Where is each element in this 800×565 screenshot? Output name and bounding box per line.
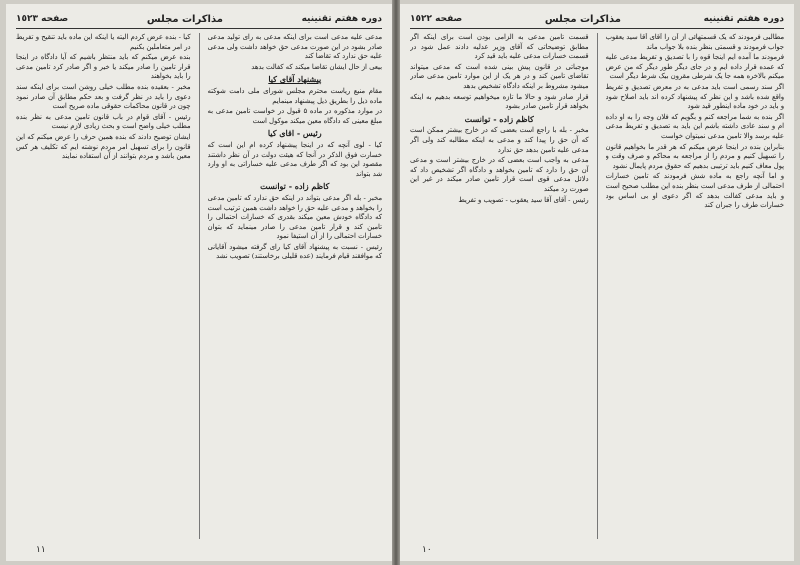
section-heading: پیشنهاد آقای کیا [268,74,322,85]
paragraph: مدعی علیه مدعی است برای اینکه مدعی به رای تولید مدعی صادر بشود در این صورت مدعی حق خواهد داشت ولی مدعی علیه حق ندارد که تقاضا کند [207,33,382,61]
left-header-rule [16,28,382,29]
paragraph: فرمودند ما آمده ایم اینجا قوه را با تصدیق و تفریط مدعی علیه که عمده قرار داده ایم و در جای دیگر طور دیگر که من عرض میکنم بالاخره همه جا یک شرطی مقرون بیک شرط دیگر است [605,53,784,81]
paragraph: اگر سند رسمی است باید مدعی به در معرض تصدیق و تفریط واقع شده باشد و این نظر که پیشنهاد کرده اند باید اصلاح شود و باید در خود ماده اینطور قید شود [605,82,784,111]
right-header-title: مذاكرات مجلس [544,13,621,25]
left-header-page-number: صفحه ١٥٢٣ [16,14,69,24]
right-page-header [410,12,784,26]
paragraph: مخبر - بله اگر مدعی بتواند در اینکه حق ندارد که تامین مدعی را بخواهد و مدعی علیه حق را خواهد داشت همین ترتیب است که دادگاه خودش معین میکند بقدری که خسارات احتمالی را تامین کند و قرار تامین مدعی را صادر مینماید که بتوان خسارات احتمالی را از آن استیفا نمود [207,193,382,241]
paragraph: بنابراین بنده در اینجا عرض میکنم که هر قدر ما بخواهیم قانون را تسهیل کنیم و مردم را از مراجعه به محاکم و صرف وقت و پول معاف کنیم باید ترتیبی بدهیم که حقوق مردم پایمال نشود [605,142,784,170]
right-header-page-number: صفحه ١٥٢٢ [410,14,463,24]
paragraph: قسمت تامین مدعی به الزامی بودن است برای اینکه اگر مطابق توضیحاتی که آقای وزیر عدلیه دادند عمل شود در قسمت خسارات مدعی علیه باید قید کرد [410,33,589,61]
paragraph: مطالبی فرمودند که یک قسمتهائی از آن را آقای آقا سید یعقوب جواب فرمودند و قسمتی بنظر بنده بلا جواب ماند [605,33,784,51]
speaker-line: رئیس - اقای کیا [267,128,322,139]
left-page-columns [16,33,382,539]
right-page [400,4,794,561]
right-page-columns [410,33,784,539]
paragraph: مخبر - بعقیده بنده مطلب خیلی روشن است برای اینکه سند دعوی را باید در نظر گرفت و بعد حکم مطابق آن صادر نمود چون در قانون محاکمات حقوقی ماده صریح است [16,82,191,111]
right-page-footer-number: ١٠ [422,545,432,555]
paragraph: و اما آنچه راجع به ماده شش فرمودند که تامین خسارات احتمالی از طرف مدعی است بنظر بنده این مطلب صحیح است و باید مدعی کفالت بدهد که اگر دعوی او بی اساس بود خسارات طرف را جبران کند [605,172,784,210]
paragraph: رئیس - آقای قوام در باب قانون تامین مدعی به نظر بنده مطلب خیلی واضح است و بحث زیادی لازم نیست [16,112,191,131]
left-page-header [16,12,382,26]
paragraph: ایشان توضیح دادند که بنده همین حرف را عرض میکنم که این قانون را برای تسهیل امر مردم نوشته ایم که تکلیف هر کس معین باشد و مردم بتوانند از آن استفاده نمایند [16,132,191,161]
paragraph: قرار صادر شود و حالا ما تازه میخواهیم توسعه بدهیم به اینکه بخواهد قرار تامین صادر بشود [410,92,589,111]
left-header-session: دوره هفتم تقنينيه [301,14,382,24]
paragraph: مخبر - بله با راجع است بعضی که در خارج بیشتر ممکن است که آن حق را پیدا کند و مدعی به اینکه مطالبه کند ولی اگر مدعی علیه تامین بدهد حق ندارد [410,126,589,154]
right-page-right-column [606,33,785,539]
column-divider [199,33,200,539]
paragraph: موجباتی در قانون پیش بینی شده است که مدعی میتواند تقاضای تامین کند و در هر یک از این موارد تامین مدعی صادر میشود مشروط بر اینکه دادگاه تشخیص بدهد [410,62,589,90]
paragraph: بیعی از حال ایشان تقاضا میکند که کفالت بدهد [251,62,382,71]
left-page-right-column [208,33,383,539]
left-page-footer-number: ١١ [36,545,46,555]
paragraph: رئیس - نسبت به پیشنهاد آقای کیا رای گرفته میشود آقایانی که موافقند قیام فرمایند (عده قلیلی برخاستند) تصویب نشد [207,242,382,261]
left-header-title: مذاكرات مجلس [146,13,223,25]
paragraph: بنده عرض میکنم که باید منتظر باشیم که آیا دادگاه در اینجا قرار تامین را صادر میکند یا خیر و اگر صادر کرد تامین مدعی را باید بخواهند [16,53,191,81]
paragraph: رئیس - آقای آقا سید یعقوب - تصویب و تفریط [458,195,589,204]
paragraph: مدعی به واجب است بعضی که در خارج بیشتر است و مدعی آن حق را دارد که تامین بخواهد و دادگاه اگر تشخیص داد که دلائل مدعی قوی است قرار تامین صادر میکند در غیر این صورت رد میکند [410,156,589,193]
speaker-line: کاظم زاده - توانست [260,181,330,192]
left-page-left-column [16,33,191,539]
paragraph: کیا - بنده عرض کردم الیته یا اینکه این ماده باید تنقیح و تفریط در امر متعاملین بکنیم [16,33,191,51]
speaker-line: کاظم زاده - توانست [464,113,534,124]
column-divider [597,33,598,539]
paragraph: در موارد مذکوره در ماده ۵ قبول در خواست تامین مدعی به مبلغ معینی که دادگاه معین میکند موکول است [207,107,382,125]
left-page [6,4,392,561]
right-page-left-column [410,33,589,539]
right-header-rule [410,28,784,29]
paragraph: کیا - لوی آنچه که در اینجا پیشنهاد کرده ام این است که خسارت فوق الذکر در آنجا که هیئت دولت در آن نظر داشتند مقصود این بود که اگر طرف مدعی علیه خساراتی به او وارد شد بتواند [207,140,382,178]
paragraph: اگر بنده به شما مراجعه کنم و بگویم که فلان وجه را به او داده ام و سند عادی داشته باشم این باید به تصدیق و تفریط مدعی علیه برسد والا تامین مدعی نمیتوان خواست [605,112,784,140]
right-header-session: دوره هفتم تقنينيه [703,14,784,24]
paragraph: مقام منیع ریاست محترم مجلس شورای ملی دامت شوکته ماده ذیل را بطریق ذیل پیشنهاد مینمایم [207,86,382,105]
book-gutter [392,0,400,565]
